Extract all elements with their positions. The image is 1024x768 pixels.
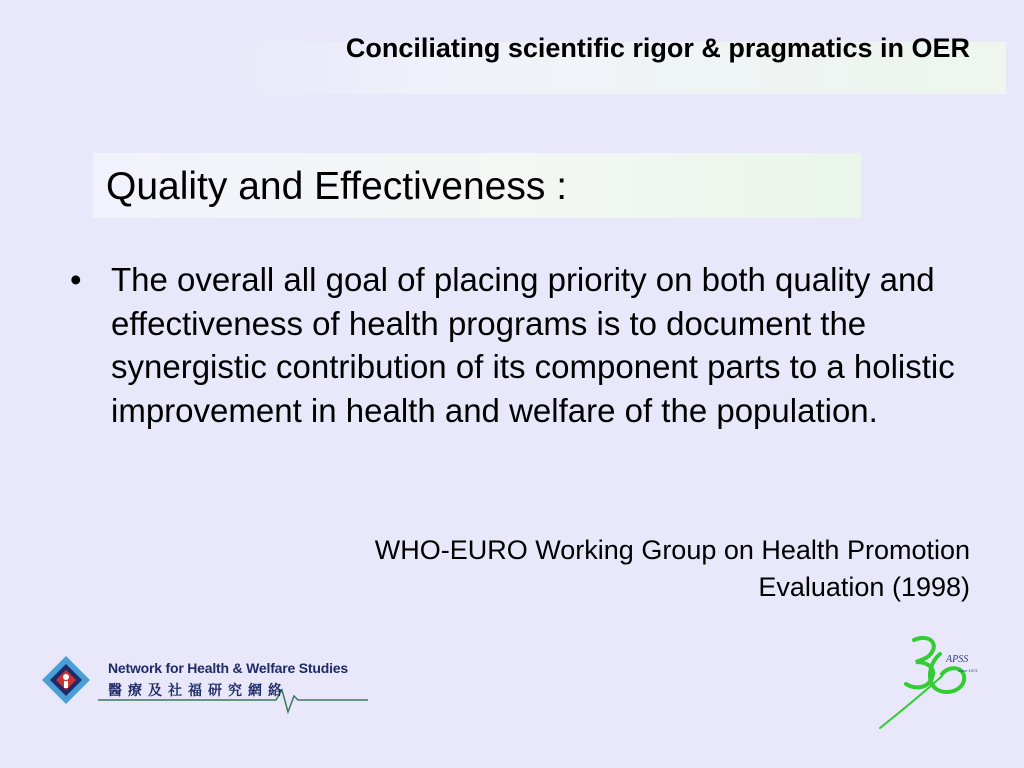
apss-since: since 1973 [958,668,978,673]
citation-line-2: Evaluation (1998) [758,572,970,602]
network-logo [36,650,376,722]
citation [170,532,970,606]
network-name: Network for Health & Welfare Studies [108,660,348,676]
apss-30-anniversary-icon [876,632,996,732]
bullet-marker: • [70,261,82,298]
apss-logo [876,632,996,732]
slide-title: Conciliating scientific rigor & pragmatics in OER [345,33,970,63]
citation-line-1: WHO-EURO Working Group on Health Promotion [374,535,970,565]
network-chinese-name: 醫療及社福研究網絡 [108,682,288,698]
slide-subtitle: Quality and Effectiveness : [106,165,568,208]
bullet-text: The overall all goal of placing priority on both quality and effectiveness of health programs is to document the synergistic contribution of its component parts to a holistic improvement in health and welfare of the population. [111,261,955,429]
apss-label: APSS [946,654,969,665]
